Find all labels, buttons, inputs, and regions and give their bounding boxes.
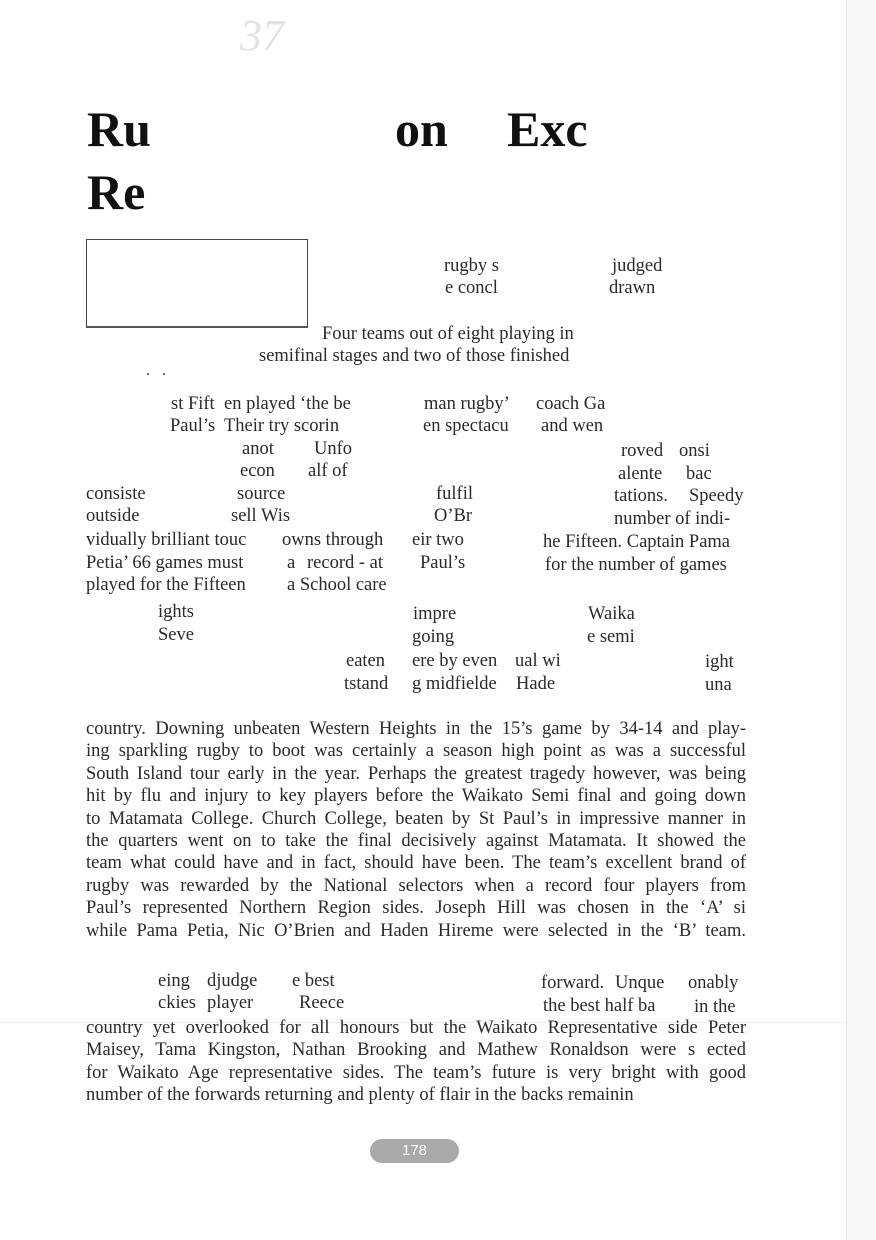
text-fragment: e semi xyxy=(587,627,635,647)
title-word-4: Re xyxy=(87,164,146,220)
paragraph-line: country. Downing unbeaten Western Heights in the 15’s game by 34-14 and play- xyxy=(86,719,746,739)
paragraph-line: hit by flu and injury to key players before the Waikato Semi final and going down xyxy=(86,786,746,807)
text-fragment: man rugby’ xyxy=(424,394,510,414)
text-fragment: eing xyxy=(158,971,190,991)
text-fragment: roved xyxy=(621,441,664,461)
text-fragment: Reece xyxy=(299,993,345,1013)
text-fragment: player xyxy=(207,993,254,1013)
text-fragment: onably xyxy=(688,973,739,993)
closing-paragraph xyxy=(86,1017,746,1107)
text-fragment: Waika xyxy=(588,604,635,624)
text-fragment: ight xyxy=(705,652,734,672)
text-fragment: onsi xyxy=(679,441,710,461)
text-fragment: alf of xyxy=(308,461,348,481)
paragraph-line: Maisey, Tama Kingston, Nathan Brooking and Mathew Ronaldson were s ected xyxy=(86,1040,746,1061)
text-fragment: ere by even xyxy=(412,651,498,671)
text-fragment: in the xyxy=(694,997,736,1017)
text-fragment: impre xyxy=(413,604,457,624)
dots: . . xyxy=(146,362,170,379)
text-fragment: econ xyxy=(240,461,275,481)
intro-fragment: e concl xyxy=(445,278,498,298)
text-fragment: Paul’s xyxy=(170,416,216,436)
intro-fragment: judged xyxy=(612,256,663,276)
page-edge xyxy=(846,0,876,1240)
text-fragment: eaten xyxy=(346,651,386,671)
text-fragment: vidually brilliant touc xyxy=(86,530,247,550)
text-fragment: Paul’s xyxy=(420,553,466,573)
text-fragment: fulfil xyxy=(436,484,473,504)
text-fragment: tstand xyxy=(344,674,389,694)
title-word-2: on xyxy=(395,101,448,157)
title-word-3: Exc xyxy=(507,101,588,157)
intro-fragment: rugby s xyxy=(444,256,499,276)
text-fragment: he Fifteen. Captain Pama xyxy=(543,532,731,552)
text-fragment: eir two xyxy=(412,530,464,550)
text-fragment: g midfielde xyxy=(412,674,497,694)
text-fragment: Hade xyxy=(516,674,556,694)
text-fragment: Seve xyxy=(158,625,194,645)
title-word-1: Ru xyxy=(87,101,151,157)
text-fragment: una xyxy=(705,675,732,695)
photo-placeholder xyxy=(86,239,308,328)
main-paragraph xyxy=(86,718,746,942)
paragraph-line: country yet overlooked for all honours but the Waikato Representative side Peter xyxy=(86,1018,746,1038)
text-fragment: Their try scorin xyxy=(224,416,340,436)
text-fragment: O’Br xyxy=(434,506,473,526)
text-fragment: coach Ga xyxy=(536,394,606,414)
intro-line: semifinal stages and two of those finished xyxy=(259,346,570,366)
text-fragment: for the number of games xyxy=(545,555,727,575)
text-fragment: consiste xyxy=(86,484,146,504)
text-fragment: Unque xyxy=(615,973,665,993)
text-fragment: going xyxy=(412,627,455,647)
text-fragment: played for the Fifteen xyxy=(86,575,246,595)
text-fragment: outside xyxy=(86,506,140,526)
text-fragment: a xyxy=(287,553,296,573)
intro-line: Four teams out of eight playing in xyxy=(322,324,574,344)
paragraph-line: to Matamata College. Church College, beaten by St Paul’s in impressive manner in xyxy=(86,808,746,829)
paragraph-line: for Waikato Age representative sides. The team’s future is very bright with good xyxy=(86,1062,746,1083)
text-fragment: en spectacu xyxy=(423,416,509,436)
text-fragment: anot xyxy=(242,439,274,459)
text-fragment: Speedy xyxy=(689,486,744,506)
text-fragment: and wen xyxy=(541,416,604,436)
text-fragment: owns through xyxy=(282,530,384,550)
text-fragment: st Fift xyxy=(171,394,215,414)
text-fragment: ual wi xyxy=(515,651,561,671)
text-fragment: record - at xyxy=(307,553,384,573)
intro-fragment: drawn xyxy=(609,278,656,298)
paragraph-line: team what could have and in fact, should have been. The team’s excellent brand of xyxy=(86,853,746,874)
text-fragment: number of indi- xyxy=(614,509,731,529)
text-fragment: a School care xyxy=(287,575,387,595)
text-fragment: djudge xyxy=(207,971,258,991)
paragraph-line: the quarters went on to take the final decisively against Matamata. It showed the xyxy=(86,831,746,852)
text-fragment: the best half ba xyxy=(543,996,656,1016)
text-fragment: bac xyxy=(686,464,712,484)
paragraph-line: number of the forwards returning and plenty of flair in the backs remainin xyxy=(86,1085,634,1106)
text-fragment: Petia’ 66 games must xyxy=(86,553,244,573)
text-fragment: source xyxy=(237,484,286,504)
text-fragment: forward. xyxy=(541,973,605,993)
paragraph-line: Paul’s represented Northern Region sides. Joseph Hill was chosen in the ‘A’ si xyxy=(86,898,746,919)
paragraph-line: ing sparkling rugby to boot was certainly a season high point as was a successful xyxy=(86,741,746,762)
text-fragment: en played ‘the be xyxy=(224,394,351,414)
text-fragment: ckies xyxy=(158,993,197,1013)
paragraph-line: South Island tour early in the year. Perhaps the greatest tragedy however, was being xyxy=(86,763,746,784)
paragraph-line: rugby was rewarded by the National selectors when a record four players from xyxy=(86,875,746,896)
text-fragment: tations. xyxy=(614,486,668,506)
text-fragment: Unfo xyxy=(314,439,353,459)
text-fragment: sell Wis xyxy=(231,506,291,526)
text-fragment: alente xyxy=(618,464,663,484)
text-fragment: ights xyxy=(158,602,194,622)
paragraph-line: while Pama Petia, Nic O’Brien and Haden Hireme were selected in the ‘B’ team. xyxy=(86,920,746,941)
text-fragment: e best xyxy=(292,971,335,991)
ghost-number: 37 xyxy=(240,11,284,60)
page-number: 178 xyxy=(370,1139,459,1163)
